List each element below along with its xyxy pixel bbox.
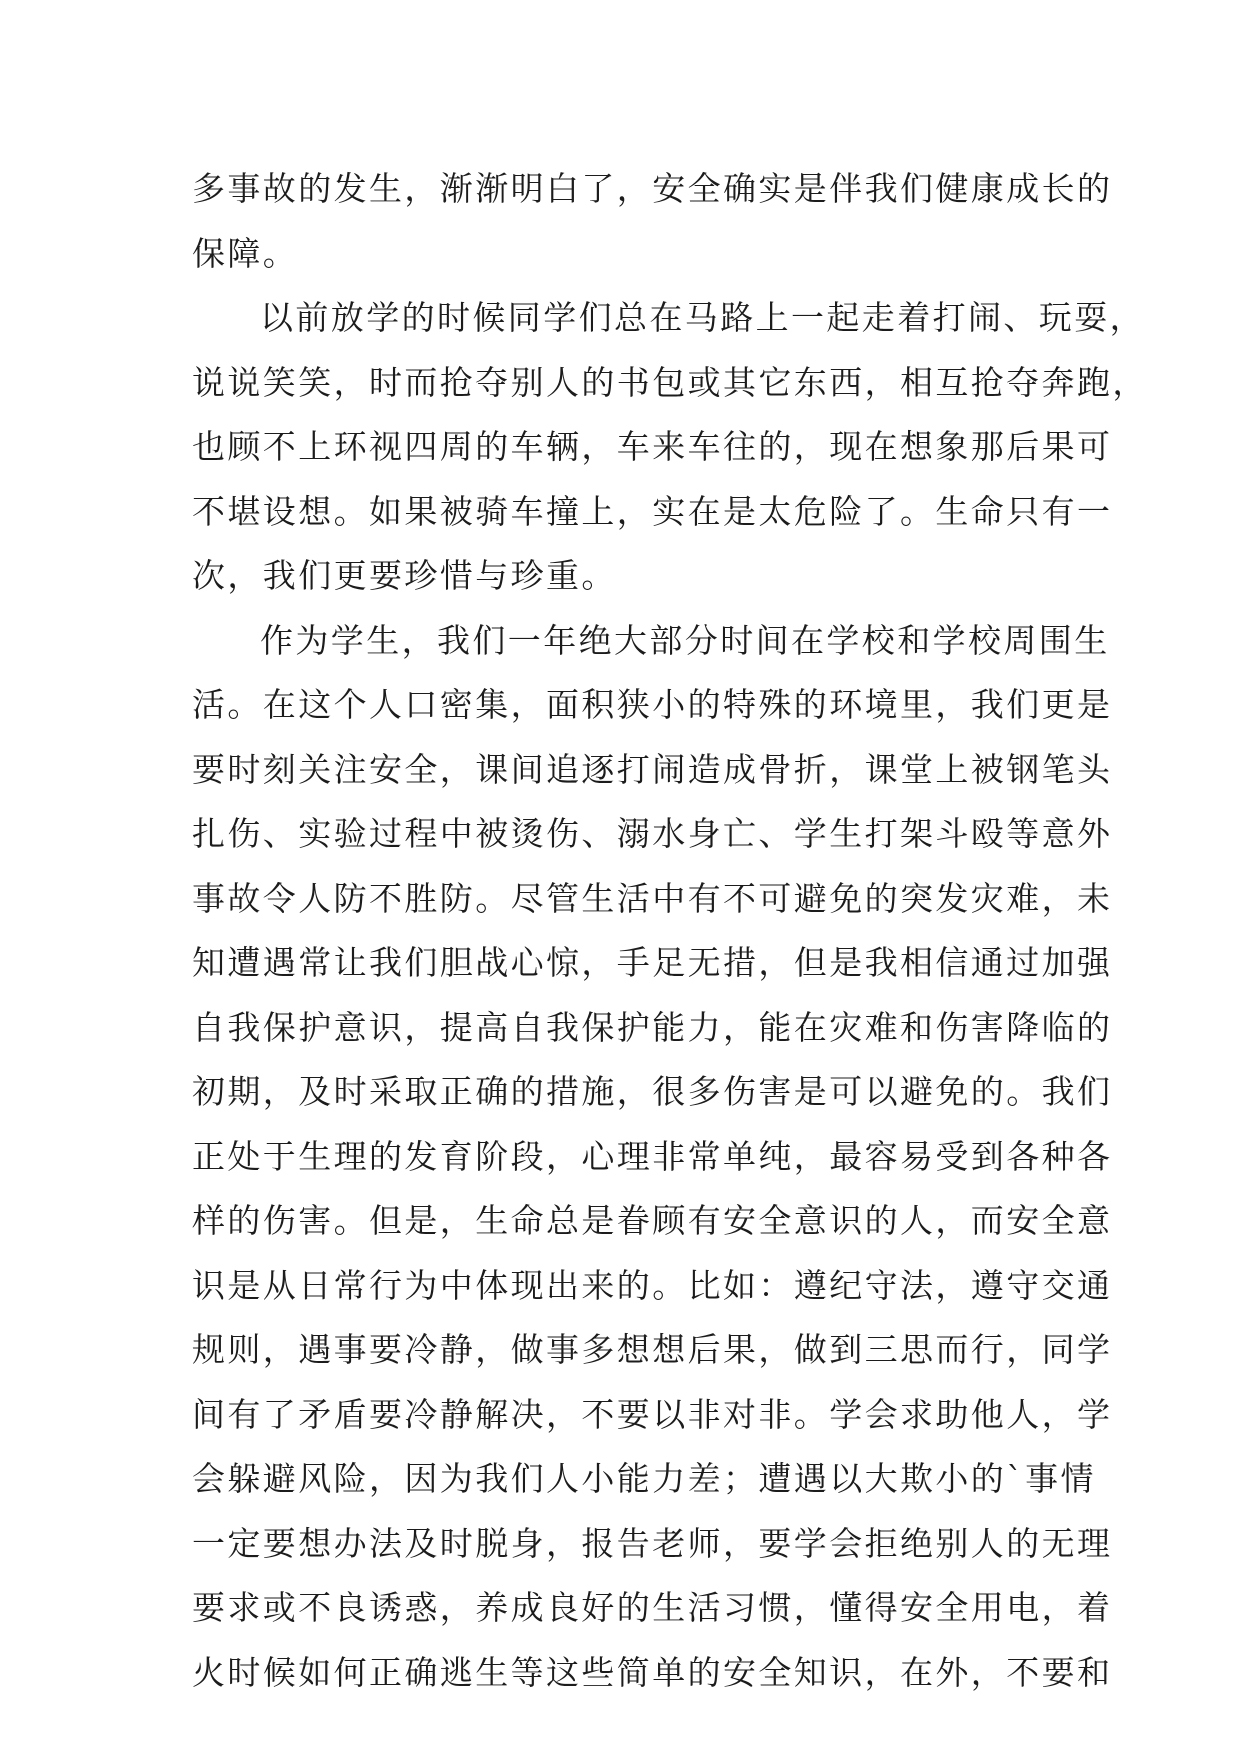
text-line: 要求或不良诱惑，养成良好的生活习惯，懂得安全用电，着: [192, 1588, 1113, 1627]
paragraph-start-line: 作为学生，我们一年绝大部分时间在学校和学校周围生: [260, 620, 1110, 660]
text-line: 自我保护意识，提高自我保护能力，能在灾难和伤害降临的: [192, 1007, 1113, 1047]
text-line: 间有了矛盾要冷静解决，不要以非对非。学会求助他人，学: [192, 1394, 1113, 1434]
text-line: 说说笑笑，时而抢夺别人的书包或其它东西，相互抢夺奔跑，: [192, 362, 1148, 402]
text-line: 火时候如何正确逃生等这些简单的安全知识，在外，不要和: [192, 1652, 1113, 1692]
text-line: 次，我们更要珍惜与珍重。: [192, 556, 617, 595]
text-line: 初期，及时采取正确的措施，很多伤害是可以避免的。我们: [192, 1072, 1113, 1111]
paragraph-start-line: 以前放学的时候同学们总在马路上一起走着打闹、玩耍，: [260, 298, 1145, 337]
text-line: 要时刻关注安全，课间追逐打闹造成骨折，课堂上被钢笔头: [192, 749, 1113, 789]
text-line: 会躲避风险，因为我们人小能力差；遭遇以大欺小的`事情: [192, 1459, 1096, 1498]
text-line: 扎伤、实验过程中被烫伤、溺水身亡、学生打架斗殴等意外: [192, 814, 1113, 853]
text-line: 正处于生理的发育阶段，心理非常单纯，最容易受到各种各: [192, 1136, 1113, 1176]
text-line: 活。在这个人口密集，面积狭小的特殊的环境里，我们更是: [192, 685, 1113, 724]
text-line: 一定要想办法及时脱身，报告老师，要学会拒绝别人的无理: [192, 1523, 1113, 1563]
text-line: 多事故的发生，渐渐明白了，安全确实是伴我们健康成长的: [192, 169, 1113, 208]
text-line: 样的伤害。但是，生命总是眷顾有安全意识的人，而安全意: [192, 1201, 1113, 1240]
text-line: 知遭遇常让我们胆战心惊，手足无措，但是我相信通过加强: [192, 943, 1113, 982]
text-line: 不堪设想。如果被骑车撞上，实在是太危险了。生命只有一: [192, 491, 1113, 531]
text-line: 保障。: [192, 233, 299, 273]
text-line: 规则，遇事要冷静，做事多想想后果，做到三思而行，同学: [192, 1330, 1113, 1369]
body-text: [192, 157, 1148, 1705]
text-line: 识是从日常行为中体现出来的。比如：遵纪守法，遵守交通: [192, 1265, 1113, 1305]
text-line: 事故令人防不胜防。尽管生活中有不可避免的突发灾难，未: [192, 878, 1113, 918]
text-line: 也顾不上环视四周的车辆，车来车往的，现在想象那后果可: [192, 427, 1113, 466]
